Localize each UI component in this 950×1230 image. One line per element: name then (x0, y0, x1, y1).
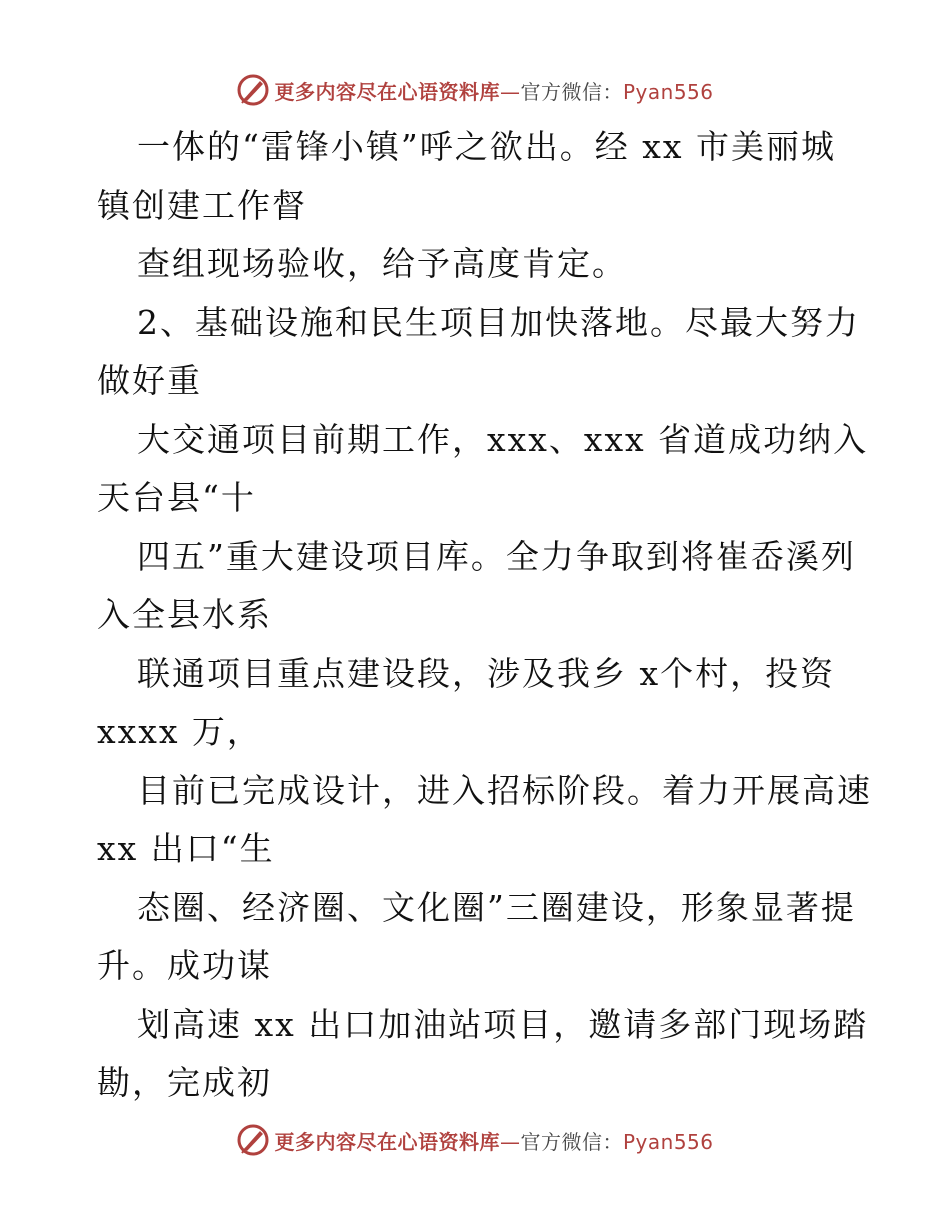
banner-text (274, 76, 713, 105)
text-line: 天台县“十 (97, 478, 256, 517)
banner-official-label: 官方微信： (520, 1129, 623, 1154)
footer-banner (0, 1120, 950, 1160)
banner-text (274, 1126, 713, 1155)
text-line: 四五”重大建设项目库。全力争取到将崔岙溪列 (137, 536, 856, 576)
banner-brand: 更多内容尽在心语资料库 (274, 1129, 500, 1154)
text-line: 做好重 (97, 361, 202, 400)
banner-account: Pyan556 (622, 1129, 714, 1154)
banner-brand: 更多内容尽在心语资料库 (274, 79, 500, 104)
text-line: 态圈、经济圈、文化圈”三圈建设，形象显著提 (137, 887, 856, 927)
text-line: xxxx 万， (97, 712, 262, 751)
text-line: 2、基础设施和民生项目加快落地。尽最大努力 (137, 302, 860, 342)
text-line: 联通项目重点建设段，涉及我乡 x个村，投资 (137, 653, 836, 693)
text-line: 升。成功谋 (97, 946, 272, 985)
text-line: 一体的“雷锋小镇”呼之欲出。经 xx 市美丽城 (137, 127, 836, 166)
quill-logo-icon (236, 1123, 270, 1157)
text-line: 镇创建工作督 (97, 185, 307, 225)
banner-dash: — (499, 79, 521, 104)
text-line: 大交通项目前期工作，xxx、xxx 省道成功纳入 (137, 419, 869, 459)
document-body (97, 118, 872, 1113)
header-banner (0, 70, 950, 110)
banner-dash: — (499, 1129, 521, 1154)
text-line: 勘，完成初 (97, 1063, 272, 1102)
text-line: 入全县水系 (97, 595, 272, 634)
text-line: 划高速 xx 出口加油站项目，邀请多部门现场踏 (137, 1004, 869, 1044)
text-line: 查组现场验收，给予高度肯定。 (137, 244, 627, 283)
text-line: xx 出口“生 (97, 829, 275, 868)
text-line: 目前已完成设计，进入招标阶段。着力开展高速 (137, 770, 872, 810)
quill-logo-icon (236, 73, 270, 107)
banner-account: Pyan556 (622, 79, 714, 104)
banner-official-label: 官方微信： (520, 79, 623, 104)
